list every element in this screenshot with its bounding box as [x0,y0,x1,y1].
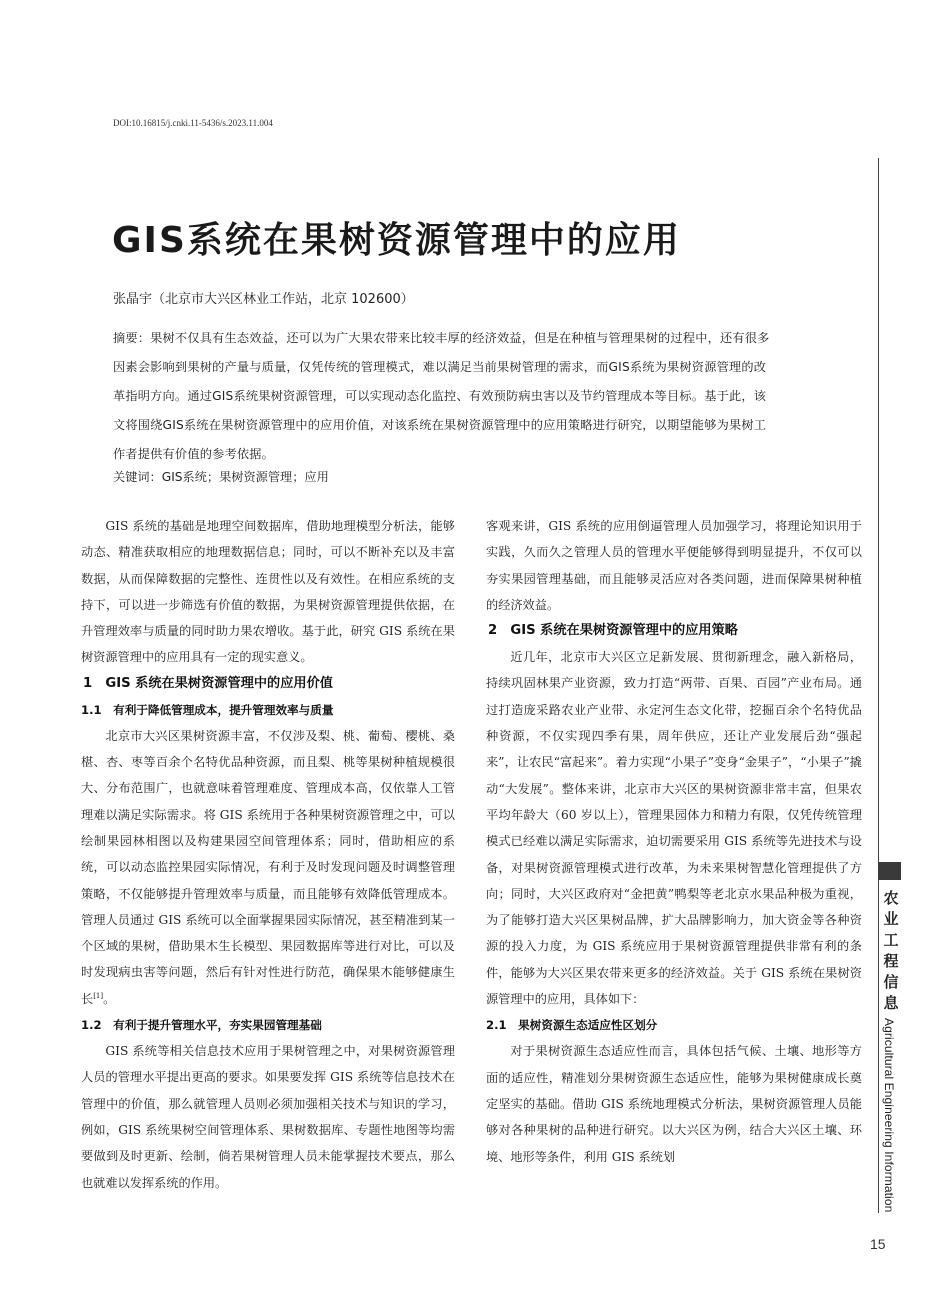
author-line: 张晶宇（北京市大兴区林业工作站，北京 102600） [113,292,414,307]
section-1-1-end: 。 [103,991,116,1006]
section-1-heading: 1 GIS 系统在果树资源管理中的应用价值 [83,675,333,691]
journal-char: 程 [883,952,899,970]
page-number: 15 [870,1236,886,1252]
abstract-line: 文将围绕GIS系统在果树资源管理中的应用价值，对该系统在果树资源管理中的应用策略进行研究，以期望能够为果树工 [113,418,767,432]
journal-char: 农 [883,889,899,907]
doi: DOI:10.16815/j.cnki.11-5436/s.2023.11.004 [113,118,273,128]
abstract-line: 摘要：果树不仅具有生态效益，还可以为广大果农带来比较丰厚的经济效益，但是在种植与管理果树的过程中，还有很多 [113,331,770,345]
section-1-1-paragraph [81,723,455,1012]
journal-char: 工 [883,931,899,949]
journal-char: 信 [883,973,899,991]
section-2-paragraph: 近几年，北京市大兴区立足新发展、贯彻新理念，融入新格局，持续巩固林果产业资源，致力打造“两带、百果、百园”产业布局。通过打造庞采路农业产业带、永定河生态文化带，挖掘百余个名特优品种资源，不仅实现四季有果，周年供应，还让产业发展后劲“强起来”，让农民“富起来”。着力实现“小果子”变身“金果子”，“小果子”撬动“大发展”。整体来讲，北京市大兴区的果树资源非常丰富，但果农平均年龄大（60 岁以上），管理果园体力和精力有限，仅凭传统管理模式已经难以满足实际需求，迫切需要采用 GIS 系统等先进技术与设备，对果树资源管理模式进行改革，为未来果树智慧化管理提供了方向；同时，大兴区政府对“金把黄”鸭梨等老北京水果品种极为重视，为了能够打造大兴区果树品牌，扩大品牌影响力，加大资金等各种资源的投入力度，为 GIS 系统应用于果树资源管理提供非常有利的条件，能够为大兴区果农带来更多的经济效益。关于 GIS 系统在果树资源管理中的应用，具体如下： [486,650,862,1007]
journal-char: 息 [883,994,899,1012]
journal-char: 业 [883,910,899,928]
abstract-line: 因素会影响到果树的产量与质量，仅凭传统的管理模式，难以满足当前果树管理的需求，而GIS系统为果树资源管理的改 [113,360,767,374]
continued-paragraph: 客观来讲，GIS 系统的应用倒逼管理人员加强学习，将理论知识用于实践，久而久之管理人员的管理水平便能够得到明显提升，不仅可以夯实果园管理基础，而且能够灵活应对各类问题，进而保障果树种植的经济效益。 [486,519,862,612]
keywords: 关键词：GIS系统；果树资源管理；应用 [113,470,329,484]
right-column [486,513,862,1170]
section-2-1-paragraph: 对于果树资源生态适应性而言，具体包括气候、土壤、地形等方面的适应性，精准划分果树资源生态适应性，能够为果树健康成长奠定坚实的基础。借助 GIS 系统地理模式分析法，果树资源管理人员能够对各种果树的品种进行研究。以大兴区为例，结合大兴区土壤、环境、地形等条件，利用 GIS 系统划 [486,1044,862,1164]
section-1-2-heading: 1.2 有利于提升管理水平，夯实果园管理基础 [81,1018,322,1033]
abstract [113,324,848,469]
reference-1[interactable]: [1] [93,991,104,1000]
intro-paragraph: GIS 系统的基础是地理空间数据库，借助地理模型分析法，能够动态、精准获取相应的地理数据信息；同时，可以不断补充以及丰富数据，从而保障数据的完整性、连贯性以及有效性。在相应系统的支持下，可以进一步筛选有价值的数据，为果树资源管理提供依据，在升管理效率与质量的同时助力果农增收。基于此，研究 GIS 系统在果树资源管理中的应用具有一定的现实意义。 [81,519,455,665]
sidebar-rule [878,158,879,1213]
left-column [81,513,455,1196]
section-1-1-text: 北京市大兴区果树资源丰富，不仅涉及梨、桃、葡萄、樱桃、桑椹、杏、枣等百余个名特优品种资源，而且梨、桃等果树种植规模很大、分布范围广，也就意味着管理难度、管理成本高，仅依靠人工管理难以满足实际需求。将 GIS 系统用于各种果树资源管理之中，可以绘制果园林相图以及构建果园空间管理体系；同时，借助相应的系统，可以动态监控果园实际情况，有利于及时发现问题及时调整管理策略，不仅能够提升管理效率与质量，而且能够有效降低管理成本。管理人员通过 GIS 系统可以全面掌握果园实际情况，甚至精准到某一个区域的果树，借助果木生长模型、果园数据库等进行对比，可以及时发现病虫害等问题，然后有针对性进行防范，确保果木能够健康生长 [81,728,455,1006]
abstract-line: 革指明方向。通过GIS系统果树资源管理，可以实现动态化监控、有效预防病虫害以及节约管理成本等目标。基于此，该 [113,389,767,403]
section-2-1-heading: 2.1 果树资源生态适应性区划分 [486,1018,658,1033]
section-1-1-heading: 1.1 有利于降低管理成本，提升管理效率与质量 [81,702,334,717]
section-1-2-paragraph: GIS 系统等相关信息技术应用于果树管理之中，对果树资源管理人员的管理水平提出更高的要求。如果要发挥 GIS 系统等信息技术在管理中的价值，那么就管理人员则必须加强相关技术与知识的学习，例如，GIS 系统果树空间管理体系、果树数据库、专题性地图等均需要做到及时更新、绘制，倘若果树管理人员未能掌握技术要点，那么也就难以发挥系统的作用。 [81,1044,455,1190]
article-title: GIS系统在果树资源管理中的应用 [112,220,681,261]
journal-name-cn [881,888,901,1014]
journal-name-en: Agricultural Engineering Information [882,1018,896,1213]
abstract-line: 作者提供有价值的参考依据。 [113,447,275,461]
sidebar-marker [878,862,901,880]
section-2-heading: 2 GIS 系统在果树资源管理中的应用策略 [488,623,738,639]
